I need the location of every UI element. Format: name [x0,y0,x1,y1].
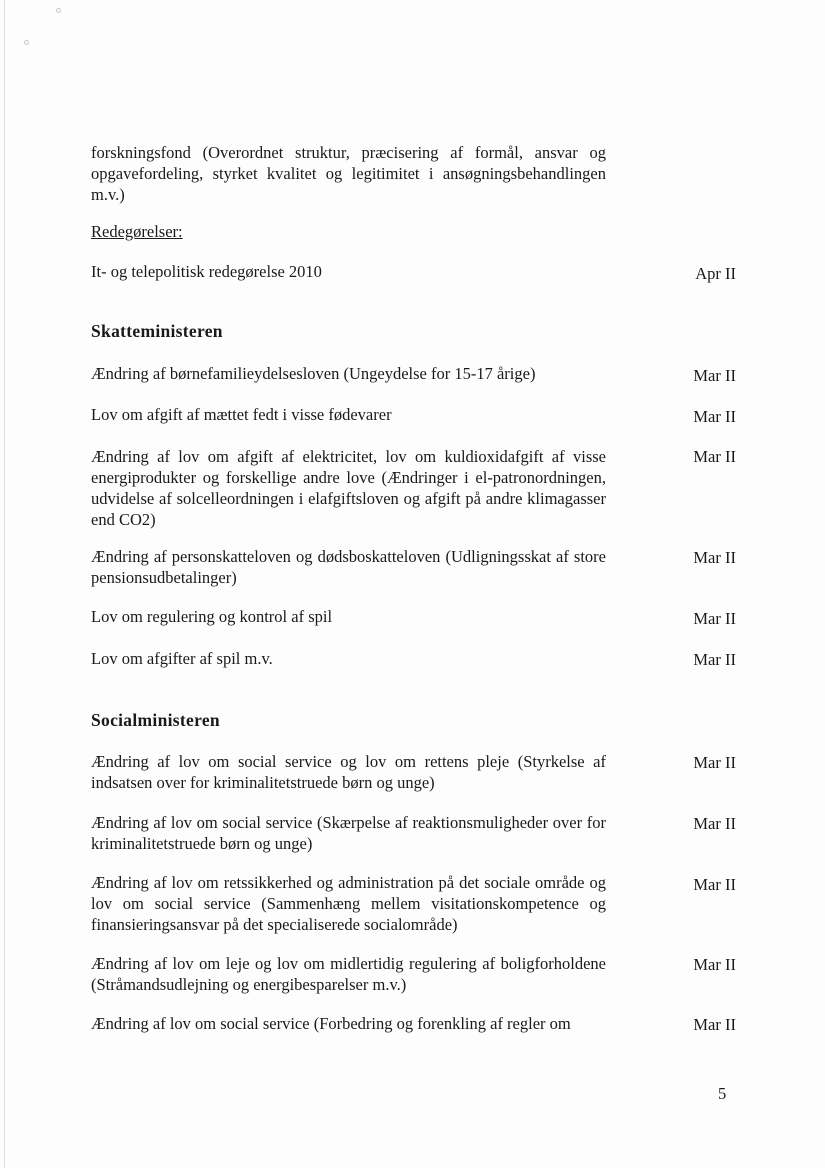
scan-speck [56,8,61,13]
list-item-title: Ændring af børnefamilieydelsesloven (Ungeydelse for 15-17 årige) [91,364,536,383]
list-item-title: Ændring af lov om retssikkerhed og administration på det sociale område og lov om social service (Sammenhæng mellem visitationskompetence og finansieringsansvar på det specialiserede socialområde) [91,873,606,934]
list-item-title: Ændring af lov om social service (Skærpelse af reaktionsmuligheder over for kriminalitetstruede børn og unge) [91,813,606,853]
list-item-date: Mar II [693,548,736,567]
list-item-date: Mar II [693,366,736,385]
list-item-date: Mar II [693,814,736,833]
list-item-date: Mar II [693,407,736,426]
list-item-date: Mar II [693,955,736,974]
list-item-title: Ændring af lov om leje og lov om midlertidig regulering af boligforholdene (Stråmandsudlejning og energibesparelser m.v.) [91,954,606,994]
list-item-title: Ændring af personskatteloven og dødsboskatteloven (Udligningsskat af store pensionsudbetalinger) [91,547,606,587]
list-item-date: Mar II [693,753,736,772]
section-heading: Socialministeren [91,710,220,730]
list-item-title: Ændring af lov om social service og lov om rettens pleje (Styrkelse af indsatsen over for kriminalitetstruede børn og unge) [91,752,606,792]
scan-edge-line [4,0,5,1168]
list-item-title: Ændring af lov om social service (Forbedring og forenkling af regler om [91,1014,571,1033]
list-item-date: Mar II [693,609,736,628]
list-item-date: Mar II [693,447,736,466]
section-heading: Skatteministeren [91,321,223,341]
list-item-title: It- og telepolitisk redegørelse 2010 [91,262,322,281]
scan-speck [24,40,29,45]
intro-paragraph: forskningsfond (Overordnet struktur, præcisering af formål, ansvar og opgavefordeling, styrket kvalitet og legitimitet i ansøgningsbehandlingen m.v.) [91,143,606,204]
list-item-date: Mar II [693,875,736,894]
list-item-title: Lov om afgifter af spil m.v. [91,649,273,668]
list-item-title: Ændring af lov om afgift af elektricitet, lov om kuldioxidafgift af visse energiprodukter og forskellige andre love (Ændringer i el-patronordningen, udvidelse af solcelleordningen i elafgiftsloven og afgift på andre klimagasser end CO2) [91,447,606,529]
list-item-date: Mar II [693,1015,736,1034]
list-item-date: Mar II [693,650,736,669]
list-item-date: Apr II [695,264,736,283]
list-item-title: Lov om afgift af mættet fedt i visse fødevarer [91,405,392,424]
redegoerelser-label: Redegørelser: [91,222,183,241]
page-number: 5 [718,1084,727,1103]
list-item-title: Lov om regulering og kontrol af spil [91,607,333,626]
